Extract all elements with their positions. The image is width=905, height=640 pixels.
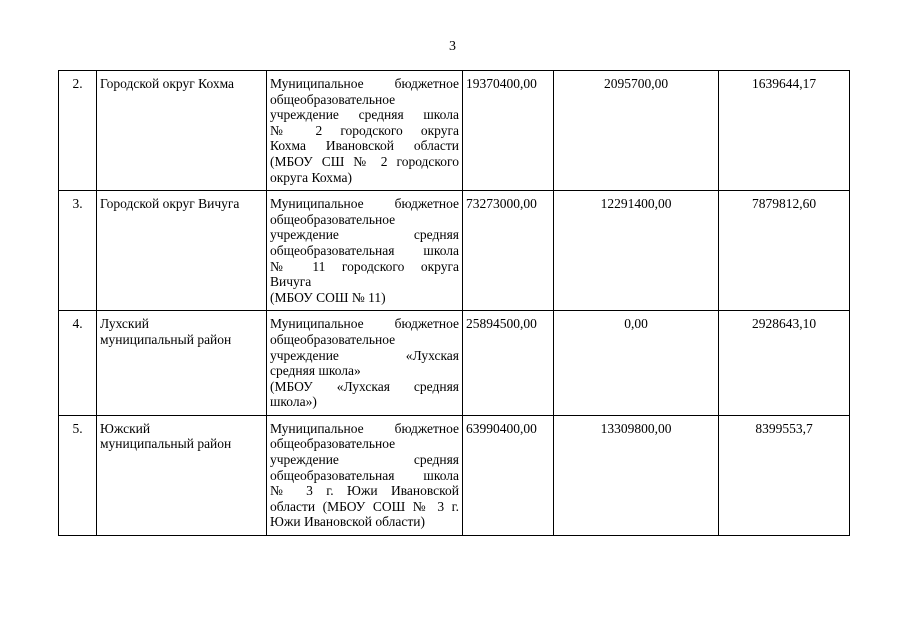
amount-total-cell: 73273000,00 — [463, 191, 554, 311]
institution-line: учреждение средняя — [270, 227, 459, 243]
amount-third-cell: 1639644,17 — [719, 71, 850, 191]
district-line: муниципальный район — [100, 331, 232, 347]
institution-line: № 11 городского округа — [270, 258, 459, 274]
institution-line: Муниципальное бюджетное — [270, 196, 459, 212]
amount-second-cell: 2095700,00 — [554, 71, 719, 191]
row-number-cell: 5. — [59, 415, 97, 535]
amount-total-cell: 19370400,00 — [463, 71, 554, 191]
table-row — [59, 191, 850, 311]
institution-line: № 3 г. Южи Ивановской — [270, 483, 459, 499]
institution-line: № 2 городского округа — [270, 122, 459, 138]
table-row — [59, 415, 850, 535]
row-number-cell: 3. — [59, 191, 97, 311]
institution-line: Кохма Ивановской области — [270, 138, 459, 154]
amount-third-cell: 8399553,7 — [719, 415, 850, 535]
institution-line: общеобразовательная школа — [270, 467, 459, 483]
table-row — [59, 311, 850, 416]
institution-line: общеобразовательная школа — [270, 242, 459, 258]
institution-line: общеобразовательное — [270, 211, 396, 227]
table-body — [59, 71, 850, 536]
amount-third-cell: 2928643,10 — [719, 311, 850, 416]
district-line: Южский — [100, 420, 151, 436]
institution-line: учреждение средняя школа — [270, 107, 459, 123]
institution-line: Муниципальное бюджетное — [270, 316, 459, 332]
institution-line: (МБОУ СОШ № 11) — [270, 289, 386, 305]
institution-line: Муниципальное бюджетное — [270, 76, 459, 91]
district-line: Городской округ Вичуга — [100, 196, 240, 212]
district-line: Лухский — [100, 316, 149, 332]
district-cell — [97, 71, 267, 191]
row-number-cell: 4. — [59, 311, 97, 416]
district-cell — [97, 191, 267, 311]
institution-cell — [267, 191, 463, 311]
district-line: муниципальный район — [100, 436, 232, 452]
institution-line: учреждение средняя — [270, 452, 459, 468]
district-cell — [97, 415, 267, 535]
institution-line: округа Кохма) — [270, 169, 352, 185]
district-cell — [97, 311, 267, 416]
amount-total-cell: 63990400,00 — [463, 415, 554, 535]
institution-line: (МБОУ СШ № 2 городского — [270, 153, 459, 169]
institution-line: школа») — [270, 394, 317, 410]
amount-second-cell: 0,00 — [554, 311, 719, 416]
institution-line: средняя школа» — [270, 363, 361, 379]
amount-second-cell: 13309800,00 — [554, 415, 719, 535]
amount-third-cell: 7879812,60 — [719, 191, 850, 311]
institution-line: общеобразовательное — [270, 331, 396, 347]
institution-cell — [267, 71, 463, 191]
institution-cell — [267, 311, 463, 416]
institution-line: Вичуга — [270, 274, 312, 290]
row-number-cell: 2. — [59, 71, 97, 191]
amount-total-cell: 25894500,00 — [463, 311, 554, 416]
institution-cell — [267, 415, 463, 535]
institution-line: Южи Ивановской области) — [270, 514, 426, 530]
district-line: Городской округ Кохма — [100, 76, 235, 91]
page-number: 3 — [449, 39, 456, 54]
institution-line: общеобразовательное — [270, 436, 396, 452]
amount-second-cell: 12291400,00 — [554, 191, 719, 311]
subsidy-table — [58, 70, 850, 536]
institution-line: Муниципальное бюджетное — [270, 420, 459, 436]
institution-line: учреждение «Лухская — [270, 347, 459, 363]
institution-line: общеобразовательное — [270, 91, 396, 107]
institution-line: (МБОУ «Лухская средняя — [270, 378, 459, 394]
institution-line: области (МБОУ СОШ № 3 г. — [270, 498, 459, 514]
table-row — [59, 71, 850, 191]
